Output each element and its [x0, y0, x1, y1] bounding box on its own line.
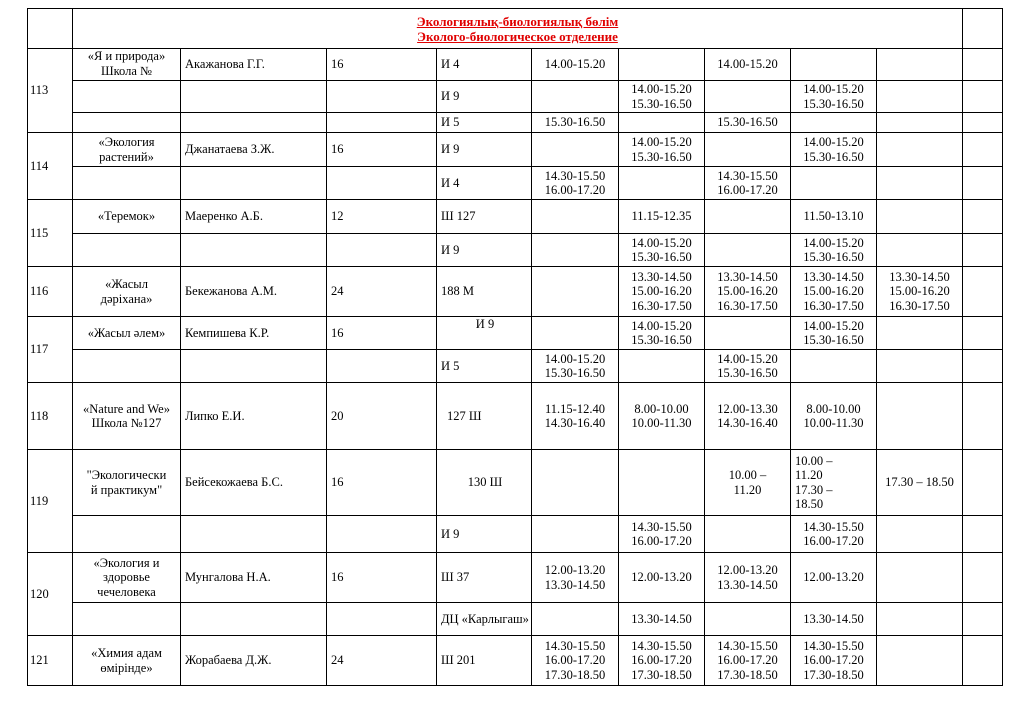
room: И 5 — [437, 113, 532, 133]
time-cell-d1 — [532, 553, 619, 603]
time-cell-d3 — [705, 234, 791, 267]
course-name-line: «Химия адам — [91, 646, 162, 660]
time-cell-d2 — [619, 317, 705, 350]
time-cell-d5 — [877, 81, 963, 113]
time-cell-d2 — [619, 113, 705, 133]
row-number: 113 — [28, 49, 73, 133]
time-slot: 15.30-16.50 — [803, 96, 864, 111]
time-cell-d5 — [877, 317, 963, 350]
time-cell-d5 — [877, 49, 963, 81]
time-cell-d2 — [619, 350, 705, 383]
time-cell-d4 — [791, 383, 877, 450]
time-slot: 14.00-15.20 — [803, 318, 864, 333]
course-name — [73, 450, 181, 516]
room: И 9 — [437, 81, 532, 113]
course-name — [73, 81, 181, 113]
time-cell-d3 — [705, 133, 791, 167]
time-cell-d1 — [532, 516, 619, 553]
time-slot: 17.30-18.50 — [631, 667, 692, 682]
extra-cell — [963, 350, 1003, 383]
title-right-cell — [963, 9, 1003, 49]
time-cell-d1 — [532, 450, 619, 516]
time-slot: 14.00-15.20 — [803, 135, 864, 149]
extra-cell — [963, 167, 1003, 200]
extra-cell — [963, 450, 1003, 516]
room: Ш 201 — [437, 636, 532, 686]
course-name — [73, 350, 181, 383]
time-cell-d1 — [532, 113, 619, 133]
extra-cell — [963, 603, 1003, 636]
time-slot: 14.00-15.20 — [631, 235, 692, 250]
time-cell-d4 — [791, 516, 877, 553]
time-slot: 15.30-16.50 — [803, 333, 864, 347]
course-name-line: «Экология — [98, 135, 155, 149]
room: И 9 — [437, 317, 532, 350]
teacher-name — [181, 167, 327, 200]
time-cell-d4 — [791, 49, 877, 81]
course-name — [73, 383, 181, 450]
time-cell-d2 — [619, 133, 705, 167]
teacher-name: Жорабаева Д.Ж. — [181, 636, 327, 686]
time-slot: 15.30-16.50 — [631, 250, 692, 264]
time-cell-d2 — [619, 636, 705, 686]
course-name — [73, 200, 181, 234]
time-slot: 16.00-17.20 — [631, 534, 692, 548]
course-name-line: Школа № — [101, 63, 152, 78]
time-slot: 10.00-11.30 — [631, 416, 692, 430]
teacher-name — [181, 603, 327, 636]
time-slot: 11.20 — [733, 482, 762, 497]
time-slot: 15.30-16.50 — [631, 149, 692, 164]
time-slot: 13.30-14.50 — [717, 577, 778, 592]
table-row — [28, 267, 1003, 317]
time-slot: 17.30 – — [795, 482, 833, 497]
time-cell-d1 — [532, 49, 619, 81]
time-slot: 15.30-16.50 — [803, 250, 864, 264]
time-cell-d5 — [877, 234, 963, 267]
course-name-line: «Жасыл — [105, 277, 148, 291]
time-cell-d1 — [532, 133, 619, 167]
time-cell-d4 — [791, 636, 877, 686]
group-count — [327, 113, 437, 133]
teacher-name: Бекежанова А.М. — [181, 267, 327, 317]
time-slot: 10.00 – — [728, 468, 767, 482]
section-title-kz: Экологиялық-биологиялық бөлім — [416, 13, 619, 29]
time-slot: 8.00-10.00 — [806, 401, 861, 416]
course-name-line: дәріхана» — [100, 291, 153, 306]
time-slot: 10.00 – — [795, 453, 833, 468]
time-cell-d1 — [532, 200, 619, 234]
time-slot: 14.00-15.20 — [544, 351, 606, 366]
course-name — [73, 317, 181, 350]
time-cell-d3 — [705, 636, 791, 686]
room: ДЦ «Карлыгаш» — [437, 603, 532, 636]
teacher-name: Липко Е.И. — [181, 383, 327, 450]
course-name-line: "Экологически — [86, 468, 167, 482]
room: И 4 — [437, 49, 532, 81]
time-slot: 13.30-14.50 — [631, 269, 692, 284]
time-cell-d3 — [705, 317, 791, 350]
room: 130 Ш — [437, 450, 532, 516]
time-slot: 14.30-16.40 — [544, 416, 606, 430]
table-row — [28, 167, 1003, 200]
extra-cell — [963, 113, 1003, 133]
room: И 9 — [437, 234, 532, 267]
table-row — [28, 133, 1003, 167]
course-name — [73, 603, 181, 636]
time-slot: 14.30-15.50 — [544, 638, 606, 653]
time-cell-d3 — [705, 167, 791, 200]
time-slot: 14.00-15.20 — [803, 82, 864, 96]
time-cell-d1 — [532, 350, 619, 383]
extra-cell — [963, 383, 1003, 450]
room: 188 М — [437, 267, 532, 317]
time-slot: 16.30-17.50 — [889, 298, 950, 313]
extra-cell — [963, 81, 1003, 113]
time-slot: 14.30-15.50 — [803, 638, 864, 653]
time-cell-d4 — [791, 603, 877, 636]
time-cell-d1 — [532, 167, 619, 200]
time-slot: 12.00-13.20 — [544, 563, 606, 577]
time-slot: 11.50-13.10 — [803, 209, 864, 224]
time-slot: 15.00-16.20 — [631, 284, 692, 299]
time-slot: 13.30-14.50 — [803, 269, 864, 284]
room: И 5 — [437, 350, 532, 383]
time-cell-d2 — [619, 81, 705, 113]
table-row — [28, 49, 1003, 81]
time-slot: 15.00-16.20 — [889, 284, 950, 299]
time-cell-d3 — [705, 553, 791, 603]
time-slot: 12.00-13.20 — [717, 563, 778, 577]
time-slot: 8.00-10.00 — [634, 401, 689, 416]
time-slot: 11.15-12.35 — [631, 209, 692, 224]
extra-cell — [963, 553, 1003, 603]
time-slot: 14.00-15.20 — [631, 318, 692, 333]
group-count — [327, 234, 437, 267]
room: И 9 — [437, 516, 532, 553]
time-slot: 15.00-16.20 — [717, 284, 778, 299]
time-cell-d4 — [791, 113, 877, 133]
time-cell-d3 — [705, 267, 791, 317]
time-slot: 12.00-13.30 — [717, 401, 778, 416]
time-slot: 10.00-11.30 — [803, 416, 864, 430]
time-cell-d4 — [791, 553, 877, 603]
time-slot: 14.00-15.20 — [544, 57, 606, 72]
time-cell-d1 — [532, 383, 619, 450]
time-cell-d1 — [532, 317, 619, 350]
teacher-name — [181, 113, 327, 133]
teacher-name: Маеренко А.Б. — [181, 200, 327, 234]
time-cell-d4 — [791, 167, 877, 200]
time-cell-d1 — [532, 603, 619, 636]
group-count — [327, 167, 437, 200]
time-cell-d2 — [619, 234, 705, 267]
time-cell-d5 — [877, 516, 963, 553]
table-row — [28, 113, 1003, 133]
group-count — [327, 81, 437, 113]
time-cell-d5 — [877, 267, 963, 317]
time-cell-d4 — [791, 350, 877, 383]
time-cell-d5 — [877, 113, 963, 133]
time-cell-d3 — [705, 450, 791, 516]
time-cell-d5 — [877, 636, 963, 686]
row-number: 114 — [28, 133, 73, 200]
extra-cell — [963, 200, 1003, 234]
time-cell-d1 — [532, 267, 619, 317]
time-cell-d4 — [791, 234, 877, 267]
course-name-line: Школа №127 — [91, 416, 162, 430]
time-slot: 15.30-16.50 — [803, 149, 864, 164]
time-slot: 17.30-18.50 — [717, 667, 778, 682]
time-slot: 14.00-15.20 — [631, 135, 692, 149]
table-row — [28, 516, 1003, 553]
time-slot: 15.30-16.50 — [631, 96, 692, 111]
time-cell-d3 — [705, 516, 791, 553]
table-row — [28, 553, 1003, 603]
time-slot: 16.00-17.20 — [803, 534, 864, 548]
time-slot: 14.30-15.50 — [717, 638, 778, 653]
extra-cell — [963, 234, 1003, 267]
table-row — [28, 317, 1003, 350]
time-slot: 16.00-17.20 — [631, 653, 692, 668]
time-slot: 15.30-16.50 — [631, 333, 692, 347]
time-slot: 14.30-15.50 — [544, 168, 606, 183]
time-cell-d5 — [877, 167, 963, 200]
time-cell-d5 — [877, 553, 963, 603]
time-slot: 13.30-14.50 — [631, 611, 692, 626]
extra-cell — [963, 267, 1003, 317]
course-name — [73, 234, 181, 267]
row-number: 118 — [28, 383, 73, 450]
group-count: 16 — [327, 49, 437, 81]
time-slot: 14.00-15.20 — [631, 82, 692, 96]
section-title-ru: Эколого-биологическое отделение — [417, 28, 618, 44]
course-name-line: «Теремок» — [97, 209, 156, 224]
time-slot: 14.00-15.20 — [803, 235, 864, 250]
time-cell-d2 — [619, 516, 705, 553]
time-cell-d2 — [619, 200, 705, 234]
time-slot: 17.30-18.50 — [544, 667, 606, 682]
extra-cell — [963, 133, 1003, 167]
time-slot: 18.50 — [795, 497, 824, 511]
time-slot: 14.00-15.20 — [717, 57, 778, 72]
table-row — [28, 350, 1003, 383]
time-slot: 15.30-16.50 — [544, 366, 606, 380]
teacher-name — [181, 234, 327, 267]
time-slot: 12.00-13.20 — [803, 570, 864, 585]
room: И 9 — [437, 133, 532, 167]
schedule-body — [28, 9, 1003, 686]
group-count: 12 — [327, 200, 437, 234]
time-slot: 15.30-16.50 — [717, 366, 778, 380]
course-name — [73, 167, 181, 200]
time-cell-d5 — [877, 603, 963, 636]
course-name — [73, 553, 181, 603]
extra-cell — [963, 636, 1003, 686]
time-cell-d1 — [532, 81, 619, 113]
time-cell-d2 — [619, 49, 705, 81]
table-row — [28, 383, 1003, 450]
time-cell-d2 — [619, 553, 705, 603]
time-slot: 15.30-16.50 — [717, 115, 778, 130]
course-name-line: здоровье — [103, 570, 150, 585]
group-count: 16 — [327, 317, 437, 350]
time-cell-d4 — [791, 450, 877, 516]
time-slot: 16.00-17.20 — [544, 653, 606, 668]
time-cell-d4 — [791, 267, 877, 317]
table-row — [28, 81, 1003, 113]
time-cell-d3 — [705, 81, 791, 113]
course-name — [73, 133, 181, 167]
time-slot: 14.30-15.50 — [631, 638, 692, 653]
table-row — [28, 234, 1003, 267]
time-cell-d2 — [619, 167, 705, 200]
course-name — [73, 267, 181, 317]
time-cell-d4 — [791, 200, 877, 234]
title-row — [28, 9, 1003, 49]
time-slot: 17.30-18.50 — [803, 667, 864, 682]
row-number: 119 — [28, 450, 73, 553]
time-cell-d3 — [705, 603, 791, 636]
course-name — [73, 636, 181, 686]
group-count: 16 — [327, 133, 437, 167]
time-slot: 14.30-15.50 — [631, 519, 692, 534]
group-count — [327, 603, 437, 636]
room: Ш 127 — [437, 200, 532, 234]
teacher-name: Мунгалова Н.А. — [181, 553, 327, 603]
group-count — [327, 516, 437, 553]
course-name-line: «Экология и — [93, 555, 160, 570]
time-slot: 14.30-16.40 — [717, 416, 778, 430]
time-cell-d5 — [877, 200, 963, 234]
time-slot: 16.00-17.20 — [717, 183, 778, 197]
time-slot: 16.00-17.20 — [803, 653, 864, 668]
time-cell-d5 — [877, 350, 963, 383]
course-name — [73, 516, 181, 553]
row-number: 121 — [28, 636, 73, 686]
time-slot: 11.15-12.40 — [545, 401, 605, 416]
section-title — [73, 9, 963, 49]
time-cell-d5 — [877, 133, 963, 167]
time-slot: 17.30 – 18.50 — [885, 475, 954, 490]
group-count: 24 — [327, 267, 437, 317]
time-slot: 11.20 — [795, 468, 823, 482]
course-name-line: растений» — [99, 149, 154, 164]
room: И 4 — [437, 167, 532, 200]
course-name-line: «Nature and We» — [83, 401, 170, 416]
group-count: 24 — [327, 636, 437, 686]
time-slot: 15.00-16.20 — [803, 284, 864, 299]
table-row — [28, 636, 1003, 686]
time-cell-d1 — [532, 234, 619, 267]
time-slot: 16.30-17.50 — [803, 298, 864, 313]
row-number: 117 — [28, 317, 73, 383]
group-count: 20 — [327, 383, 437, 450]
schedule-table — [27, 8, 1003, 686]
group-count: 16 — [327, 553, 437, 603]
time-slot: 12.00-13.20 — [631, 570, 692, 585]
time-cell-d2 — [619, 383, 705, 450]
time-cell-d5 — [877, 450, 963, 516]
table-row — [28, 450, 1003, 516]
course-name-line: «Я и природа» — [87, 49, 166, 63]
group-count — [327, 350, 437, 383]
time-cell-d3 — [705, 383, 791, 450]
course-name-line: й практикум" — [90, 482, 163, 497]
time-slot: 14.30-15.50 — [803, 519, 864, 534]
time-cell-d2 — [619, 603, 705, 636]
time-cell-d3 — [705, 200, 791, 234]
table-row — [28, 603, 1003, 636]
time-cell-d5 — [877, 383, 963, 450]
course-name — [73, 113, 181, 133]
room: 127 Ш — [437, 383, 532, 450]
course-name-line: «Жасыл әлем» — [87, 325, 166, 340]
time-cell-d3 — [705, 113, 791, 133]
row-number: 115 — [28, 200, 73, 267]
extra-cell — [963, 317, 1003, 350]
title-left-cell — [28, 9, 73, 49]
extra-cell — [963, 49, 1003, 81]
time-slot: 14.30-15.50 — [717, 168, 778, 183]
teacher-name — [181, 81, 327, 113]
course-name-line: өміріндe» — [100, 660, 153, 675]
time-cell-d3 — [705, 49, 791, 81]
course-name — [73, 49, 181, 81]
group-count: 16 — [327, 450, 437, 516]
time-slot: 13.30-14.50 — [803, 611, 864, 626]
teacher-name: Бейсекожаева Б.С. — [181, 450, 327, 516]
time-slot: 16.00-17.20 — [544, 183, 606, 197]
time-slot: 13.30-14.50 — [544, 577, 606, 592]
time-slot: 16.30-17.50 — [717, 298, 778, 313]
time-slot: 15.30-16.50 — [544, 115, 606, 130]
time-slot: 16.00-17.20 — [717, 653, 778, 668]
teacher-name: Акажанова Г.Г. — [181, 49, 327, 81]
time-slot: 13.30-14.50 — [717, 269, 778, 284]
teacher-name: Джанатаева З.Ж. — [181, 133, 327, 167]
teacher-name — [181, 350, 327, 383]
course-name-line: чечеловека — [97, 584, 156, 599]
row-number: 120 — [28, 553, 73, 636]
teacher-name — [181, 516, 327, 553]
time-cell-d4 — [791, 81, 877, 113]
room: Ш 37 — [437, 553, 532, 603]
extra-cell — [963, 516, 1003, 553]
teacher-name: Кемпишева К.Р. — [181, 317, 327, 350]
time-slot: 16.30-17.50 — [631, 298, 692, 313]
time-cell-d1 — [532, 636, 619, 686]
time-cell-d2 — [619, 450, 705, 516]
time-cell-d4 — [791, 317, 877, 350]
time-cell-d3 — [705, 350, 791, 383]
table-row — [28, 200, 1003, 234]
time-cell-d4 — [791, 133, 877, 167]
time-slot: 13.30-14.50 — [889, 269, 950, 284]
time-cell-d2 — [619, 267, 705, 317]
time-slot: 14.00-15.20 — [717, 351, 778, 366]
row-number: 116 — [28, 267, 73, 317]
